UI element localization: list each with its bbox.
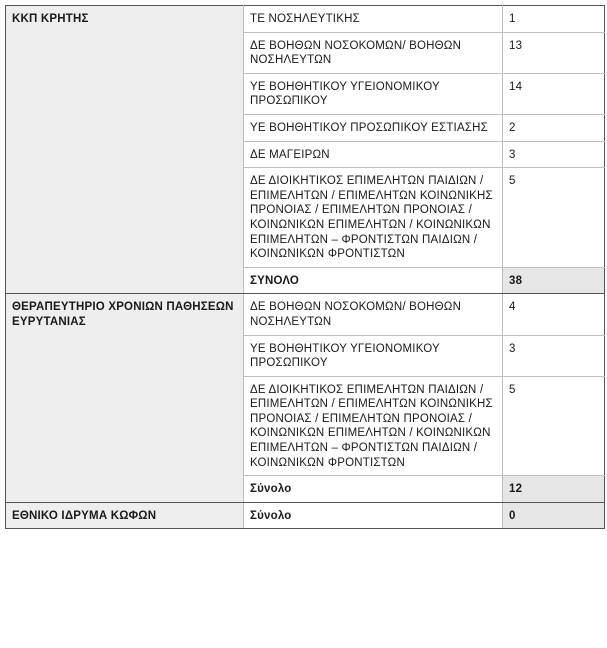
unit-name: ΚΚΠ ΚΡΗΤΗΣ	[6, 6, 244, 294]
staff-count: 5	[503, 168, 605, 268]
table-row	[6, 294, 605, 335]
staffing-table	[5, 5, 605, 529]
staff-count: 3	[503, 141, 605, 168]
staff-count: 5	[503, 376, 605, 476]
staff-category: ΥΕ ΒΟΗΘΗΤΙΚΟΥ ΠΡΟΣΩΠΙΚΟΥ ΕΣΤΙΑΣΗΣ	[244, 114, 503, 141]
staff-count: 1	[503, 6, 605, 33]
total-value: 12	[503, 476, 605, 503]
staff-category: ΔΕ ΔΙΟΙΚΗΤΙΚΟΣ ΕΠΙΜΕΛΗΤΩΝ ΠΑΙΔΙΩΝ / ΕΠΙΜΕΛΗΤΩΝ / ΕΠΙΜΕΛΗΤΩΝ ΚΟΙΝΩΝΙΚΗΣ ΠΡΟΝΟΙΑΣ / ΕΠΙΜΕΛΗΤΩΝ ΠΡΟΝΟΙΑΣ / ΚΟΙΝΩΝΙΚΩΝ ΕΠΙΜΕΛΗΤΩΝ / ΚΟΙΝΩΝΙΚΩΝ ΕΠΙΜΕΛΗΤΩΝ – ΦΡΟΝΤΙΣΤΩΝ ΠΑΙΔΙΩΝ / ΚΟΙΝΩΝΙΚΩΝ ΦΡΟΝΤΙΣΤΩΝ	[244, 376, 503, 476]
staff-category: ΔΕ ΒΟΗΘΩΝ ΝΟΣΟΚΟΜΩΝ/ ΒΟΗΘΩΝ ΝΟΣΗΛΕΥΤΩΝ	[244, 32, 503, 73]
total-label: ΣΥΝΟΛΟ	[244, 267, 503, 294]
staff-count: 3	[503, 335, 605, 376]
staff-category: ΥΕ ΒΟΗΘΗΤΙΚΟΥ ΥΓΕΙΟΝΟΜΙΚΟΥ ΠΡΟΣΩΠΙΚΟΥ	[244, 335, 503, 376]
staff-category: ΔΕ ΜΑΓΕΙΡΩΝ	[244, 141, 503, 168]
staff-count: 14	[503, 73, 605, 114]
total-row	[6, 502, 605, 529]
staff-category: ΤΕ ΝΟΣΗΛΕΥΤΙΚΗΣ	[244, 6, 503, 33]
staff-category: ΔΕ ΔΙΟΙΚΗΤΙΚΟΣ ΕΠΙΜΕΛΗΤΩΝ ΠΑΙΔΙΩΝ / ΕΠΙΜΕΛΗΤΩΝ / ΕΠΙΜΕΛΗΤΩΝ ΚΟΙΝΩΝΙΚΗΣ ΠΡΟΝΟΙΑΣ / ΕΠΙΜΕΛΗΤΩΝ ΠΡΟΝΟΙΑΣ / ΚΟΙΝΩΝΙΚΩΝ ΕΠΙΜΕΛΗΤΩΝ / ΚΟΙΝΩΝΙΚΩΝ ΕΠΙΜΕΛΗΤΩΝ – ΦΡΟΝΤΙΣΤΩΝ ΠΑΙΔΙΩΝ / ΚΟΙΝΩΝΙΚΩΝ ΦΡΟΝΤΙΣΤΩΝ	[244, 168, 503, 268]
staff-count: 4	[503, 294, 605, 335]
staff-category: ΔΕ ΒΟΗΘΩΝ ΝΟΣΟΚΟΜΩΝ/ ΒΟΗΘΩΝ ΝΟΣΗΛΕΥΤΩΝ	[244, 294, 503, 335]
staff-count: 2	[503, 114, 605, 141]
staff-category: ΥΕ ΒΟΗΘΗΤΙΚΟΥ ΥΓΕΙΟΝΟΜΙΚΟΥ ΠΡΟΣΩΠΙΚΟΥ	[244, 73, 503, 114]
staff-count: 13	[503, 32, 605, 73]
total-label: Σύνολο	[244, 476, 503, 503]
unit-name: ΕΘΝΙΚΟ ΙΔΡΥΜΑ ΚΩΦΩΝ	[6, 502, 244, 529]
total-value: 0	[503, 502, 605, 529]
total-label: Σύνολο	[244, 502, 503, 529]
unit-name: ΘΕΡΑΠΕΥΤΗΡΙΟ ΧΡΟΝΙΩΝ ΠΑΘΗΣΕΩΝ ΕΥΡΥΤΑΝΙΑΣ	[6, 294, 244, 503]
table-row	[6, 6, 605, 33]
total-value: 38	[503, 267, 605, 294]
